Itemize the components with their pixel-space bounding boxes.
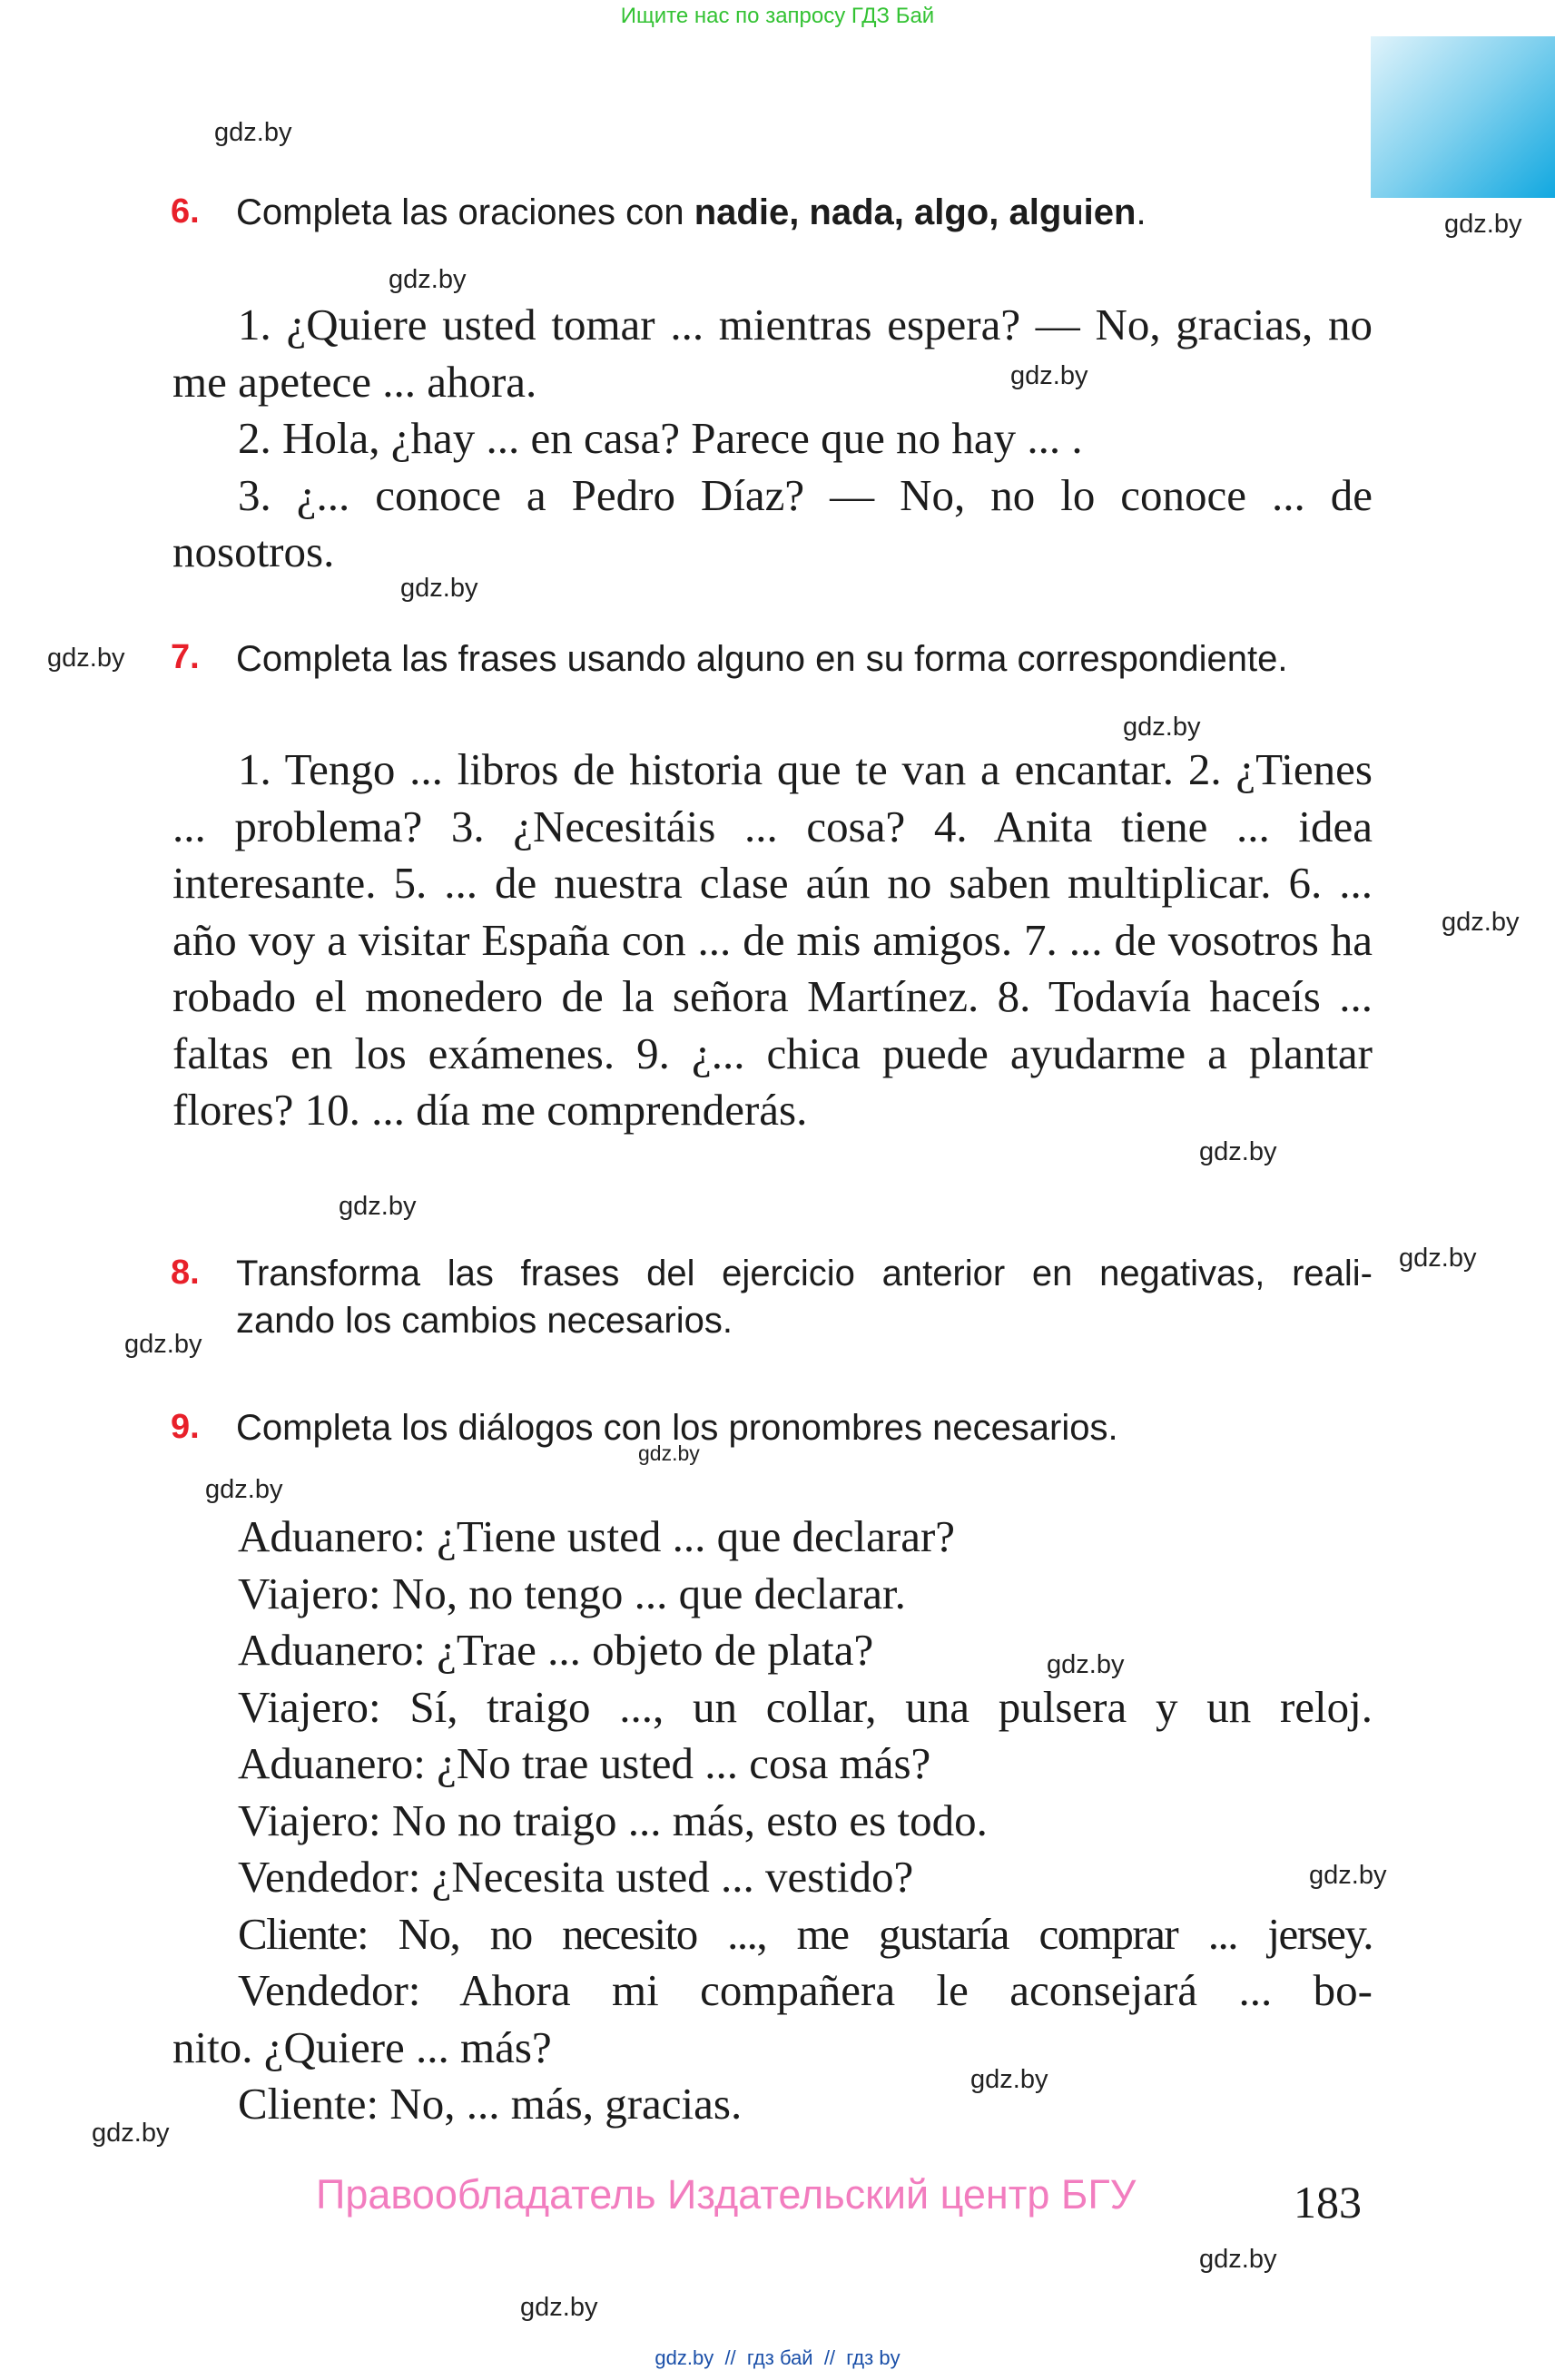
dialogue-line: Viajero: Sí, traigo ..., un collar, una pulsera y un reloj. <box>238 1681 1373 1732</box>
dialogue-line: Cliente: No, ... más, gracias. <box>238 2079 743 2129</box>
dialogue-line: Aduanero: ¿Tiene usted ... que declarar? <box>238 1511 956 1561</box>
exercise-6-instruction <box>236 189 1147 236</box>
watermark: gdz.by <box>214 118 292 147</box>
watermark: gdz.by <box>1047 1650 1125 1679</box>
exercise-7-body <box>172 742 1373 1139</box>
watermark: gdz.by <box>520 2293 598 2322</box>
dialogue-line: nito. ¿Quiere ... más? <box>172 2021 552 2072</box>
watermark: gdz.by <box>92 2119 170 2148</box>
top-banner: Ищите нас по запросу ГДЗ Бай <box>620 4 935 28</box>
watermark: gdz.by <box>1442 908 1520 937</box>
page-corner-decoration <box>1371 36 1555 198</box>
exercise-6-number: 6. <box>171 192 200 231</box>
watermark: gdz.by <box>1399 1244 1477 1273</box>
dialogue-line: Cliente: No, no necesito ..., me gustaría comprar ... jersey. <box>238 1908 1373 1959</box>
dialogue-line: Vendedor: Ahora mi compañera le aconsejará ... bo- <box>238 1965 1373 2015</box>
watermark: gdz.by <box>47 644 125 673</box>
watermark: gdz.by <box>124 1330 202 1359</box>
watermark: gdz.by <box>970 2065 1048 2094</box>
watermark: gdz.by <box>1444 210 1522 239</box>
watermark: gdz.by <box>400 574 478 603</box>
exercise-6-sentence: 2. Hola, ¿hay ... en casa? Parece que no hay ... . <box>238 413 1083 463</box>
watermark: gdz.by <box>339 1192 417 1221</box>
exercise-7-text: 1. Tengo ... libros de historia que te van a encantar. 2. ¿Tienes ... problema? 3. ¿Necesitáis ... cosa? 4. Anita tiene ... idea interesante. 5. ... de nuestra clase aún no saben multiplicar. 6. ... año voy a visitar España con ... de mis amigos. 7. ... de vosotros ha robado el monedero de la señora Martínez. 8. Todavía haceís ... faltas en los exámenes. 9. ¿... chica puede ayudarme a plantar flores? 10. ... día me comprenderás. <box>172 744 1373 1135</box>
exercise-9-dialogue <box>172 1509 1373 2133</box>
page-number: 183 <box>1294 2177 1362 2228</box>
exercise-9-number: 9. <box>171 1408 200 1446</box>
exercise-6-sentence: 3. ¿... conoce a Pedro Díaz? — No, no lo conoce ... de nosotros. <box>172 469 1373 576</box>
exercise-8-instruction <box>236 1250 1373 1344</box>
exercise-7-instruction: Completa las frases usando alguno en su forma correspondiente. <box>236 639 1288 679</box>
instruction-lead: Completa las oraciones con <box>236 192 694 232</box>
exercise-8-instruction-line: zando los cambios necesarios. <box>236 1301 733 1341</box>
watermark: gdz.by <box>638 1441 700 1465</box>
watermark: gdz.by <box>1123 713 1201 742</box>
exercise-8-number: 8. <box>171 1254 200 1292</box>
instruction-bold-words: nadie, nada, algo, alguien <box>694 192 1137 232</box>
exercise-7-number: 7. <box>171 638 200 676</box>
watermark: gdz.by <box>389 265 467 294</box>
exercise-6-sentence: 1. ¿Quiere usted tomar ... mientras espera? — No, gracias, no me apetece ... ahora. <box>172 300 1373 407</box>
footer-links: gdz.by // гдз бай // гдз by <box>654 2346 901 2369</box>
dialogue-line: Viajero: No no traigo ... más, esto es todo. <box>238 1795 988 1845</box>
exercise-8-instruction-line: Transforma las frases del ejercicio anterior en negativas, reali- <box>236 1254 1373 1293</box>
watermark: gdz.by <box>205 1475 283 1504</box>
exercise-6-body <box>172 297 1373 581</box>
dialogue-line: Aduanero: ¿Trae ... objeto de plata? <box>238 1625 874 1675</box>
watermark: gdz.by <box>1010 361 1088 390</box>
watermark: gdz.by <box>1309 1861 1387 1890</box>
dialogue-line: Viajero: No, no tengo ... que declarar. <box>238 1568 906 1618</box>
instruction-tail: . <box>1136 192 1147 232</box>
watermark: gdz.by <box>1199 2245 1277 2274</box>
watermark: gdz.by <box>1199 1137 1277 1166</box>
dialogue-line: Aduanero: ¿No trae usted ... cosa más? <box>238 1738 931 1788</box>
exercise-9-instruction: Completa los diálogos con los pronombres necesarios. <box>236 1408 1118 1448</box>
dialogue-line: Vendedor: ¿Necesita usted ... vestido? <box>238 1852 914 1902</box>
copyright-notice: Правообладатель Издательский центр БГУ <box>316 2171 1137 2218</box>
